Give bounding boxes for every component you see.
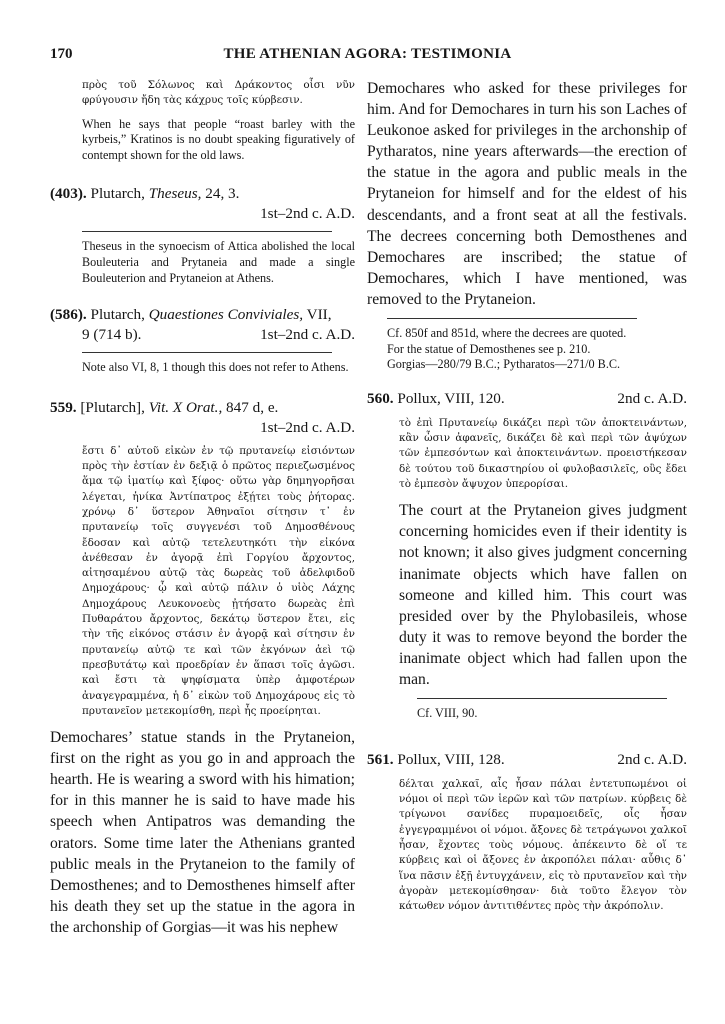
cross-reference: For the statue of Demosthenes see p. 210. — [387, 341, 591, 356]
entry-reference: VII, — [306, 306, 332, 324]
entry-note: Theseus in the synoecism of Attica abolished the local Bouleuteria and Prytaneia and made a single Bouleuterion and Prytaneion at Athens. — [82, 239, 355, 285]
entry-date: 1st–2nd c. A.D. — [260, 205, 355, 223]
entry-work: Quaestiones Conviviales, — [148, 306, 304, 324]
cross-reference: Gorgias—280/79 B.C.; Pytharatos—271/0 B.C. — [387, 357, 621, 372]
entry-number: (586). — [50, 306, 87, 324]
entry-author: Plutarch, — [90, 306, 145, 324]
page-header — [50, 46, 685, 68]
entry-heading — [50, 398, 355, 418]
entry-reference: VIII, 120. — [444, 389, 505, 407]
entry-heading — [50, 184, 355, 204]
cross-reference: Cf. 850f and 851d, where the decrees are quoted. — [387, 326, 627, 341]
left-column — [50, 78, 355, 938]
entry-date: 2nd c. A.D. — [617, 750, 687, 768]
entry-author: Pollux, — [397, 750, 441, 768]
entry-561 — [367, 750, 687, 915]
entry-date: 1st–2nd c. A.D. — [260, 326, 355, 344]
entry-heading — [367, 389, 687, 409]
entry-586 — [50, 305, 355, 376]
entry-date: 2nd c. A.D. — [617, 389, 687, 407]
entry-date: 1st–2nd c. A.D. — [260, 418, 355, 436]
translation-continued: Demochares who asked for these privileges for him. And for Demochares in turn his son Laches of Leukonoe asked for privileges in the archonship of Pytharatos, nine years afterwards—the erection of the statue in the agora and public meals in the Prytaneion for himself and for the eldest of his descendants, and a front seat at all the festivals. The decrees concerning both Demosthenes and Demochares are inscribed; the statue of Demochares, which I have mentioned, was removed to the Prytaneion. — [367, 80, 687, 308]
entry-560 — [367, 389, 687, 722]
entry-number: (403). — [50, 185, 87, 203]
commentary-note: When he says that people “roast barley with the kyrbeis,” Kratinos is no doubt speaking figuratively of contempt shown for the old laws. — [82, 116, 355, 162]
entry-subline — [50, 325, 355, 344]
greek-text: ἔστι δ᾽ αὐτοῦ εἰκὼν ἐν τῷ πρυτανείῳ εἰσιόντων πρὸς τὴν ἑστίαν ἐν δεξιᾷ ὁ πρῶτος περιεζωσμένος ἅμα τῷ ἱματίῳ καὶ ξίφος· οὕτω γὰρ δημηγορῆσαι λέγεται, ἡνίκα Ἀντίπατρος ἐξῄτει τοὺς ῥήτορας. χρόνῳ δ᾽ ὕστερον Ἀθηναῖοι σίτησιν τ᾽ ἐν πρυτανείῳ τοῖς συγγενέσι τοῦ Δημοσθένους ἔδοσαν καὶ αὐτῷ τετελευτηκότι τὴν εἰκόνα ἀνέθεσαν ἐν ἀγορᾷ ἐπὶ Γοργίου ἄρχοντος, αἰτησαμένου αὐτῷ τὰς δωρεὰς τοῦ ἀδελφιδοῦ Δημοχάρους· ᾧ καὶ αὐτῷ πάλιν ὁ υἱὸς Λάχης Δημοχάρους Λευκονοεὺς ᾐτήσατο δωρεὰς ἐπὶ Πυθαράτου ἄρχοντος, δεκάτῳ ὕστερον ἔτει, εἰς τὴν τῆς εἰκόνος στάσιν ἐν ἀγορᾷ καὶ σίτησιν ἐν πρυτανείῳ αὐτῷ τε καὶ τῶν ἐκγόνων ἀεὶ τῷ πρεσβυτάτῳ καὶ προεδρίαν ἐν ἅπασι τοῖς ἀγῶσι. καὶ ἔστι τὰ ψηφίσματα ὑπὲρ ἀμφοτέρων ἀναγεγραμμένα, ἡ δ᾽ εἰκὼν τοῦ Δημοχάρους εἰς τὸ πρυτανεῖον μετεκομίσθη, περὶ ἧς προείρηται. — [82, 444, 355, 717]
entry-work: Theseus, — [148, 185, 202, 203]
divider — [387, 318, 637, 319]
entry-number: 561. — [367, 750, 394, 768]
greek-text: δέλται χαλκαῖ, αἷς ἦσαν πάλαι ἐντετυπωμένοι οἱ νόμοι οἱ περὶ τῶν ἱερῶν καὶ τῶν πατρίων. κύρβεις δὲ τρίγωνοι σανίδες πυραμοειδεῖς, οἷς ἦσαν ἐγγεγραμμένοι οἱ νόμοι. ἄξονες δὲ τετράγωνοι χαλκοῖ ἦσαν, ἔχοντες τοὺς νόμους. ἀπέκειντο δὲ οἵ τε κύρβεις καὶ οἱ ἄξονες ἐν ἀκροπόλει πάλαι· αὖθις δ᾽ ἵνα πᾶσιν ἐξῇ ἐντυγχάνειν, εἰς τὸ πρυτανεῖον καὶ τὴν ἀγορὰν μετεκομίσθησαν· διὰ τοῦτο ἔλεγον τὸν κάτωθεν νόμον ἀντιτιθέντες πρὸς τὴν ἀκρόπολιν. — [399, 777, 687, 913]
running-title: THE ATHENIAN AGORA: TESTIMONIA — [223, 46, 512, 62]
entry-author: [Plutarch], — [80, 398, 145, 416]
entry-number: 560. — [367, 389, 394, 407]
divider — [82, 352, 332, 353]
entry-reference-cont: 9 (714 b). — [82, 326, 142, 344]
page-number: 170 — [50, 46, 73, 62]
entry-reference: 847 d, e. — [226, 398, 279, 416]
entry-note: Note also VI, 8, 1 though this does not refer to Athens. — [82, 360, 349, 375]
right-column — [367, 78, 687, 914]
entry-number: 559. — [50, 398, 77, 416]
divider — [417, 698, 667, 699]
entry-reference: VIII, 128. — [444, 750, 505, 768]
entry-heading — [367, 750, 687, 770]
greek-text: τὸ ἐπὶ Πρυτανείῳ δικάζει περὶ τῶν ἀποκτεινάντων, κἂν ὦσιν ἀφανεῖς, δικάζει δὲ καὶ περὶ τῶν ἀψύχων τῶν ἐμπεσόντων καὶ ἀποκτεινάντων. προειστήκεσαν δὲ τούτου τοῦ δικαστηρίου οἱ φυλοβασιλεῖς, οὓς ἔδει τὸ ἐμπεσὸν ἄψυχον ὑπερορίσαι. — [399, 416, 687, 490]
divider — [82, 231, 332, 232]
entry-403 — [50, 184, 355, 286]
entry-work: Vit. X Orat., — [148, 398, 223, 416]
entry-author: Pollux, — [397, 389, 441, 407]
entry-author: Plutarch, — [90, 185, 145, 203]
entry-559 — [50, 398, 355, 938]
translation-text: The court at the Prytaneion gives judgment concerning homicides even if their identity is not known; it also gives judgment concerning inanimate objects which have fallen on someone and killed him. This court was presided over by the Phylobasileis, whose duty it was to remove beyond the border the inanimate object which had fallen upon the man. — [399, 502, 687, 689]
cross-reference: Cf. VIII, 90. — [417, 706, 478, 721]
entry-heading — [50, 305, 355, 325]
entry-reference: 24, 3. — [205, 185, 240, 203]
translation-text: Demochares’ statue stands in the Prytaneion, first on the right as you go in and approach the hearth. He is wearing a sword with his himation; for in this manner he is said to have made his speech when Antipatros was demanding the orators. Some time later the Athenians granted public meals in the Prytaneion to the family of Demosthenes; and to Demosthenes himself after his death they set up the statue in the agora in the archonship of Gorgias—it was his nephew — [50, 729, 355, 936]
greek-quote: πρὸς τοῦ Σόλωνος καὶ Δράκοντος οἷσι νῦν φρύγουσιν ἤδη τὰς κάχρυς τοῖς κύρβεσιν. — [82, 79, 355, 107]
